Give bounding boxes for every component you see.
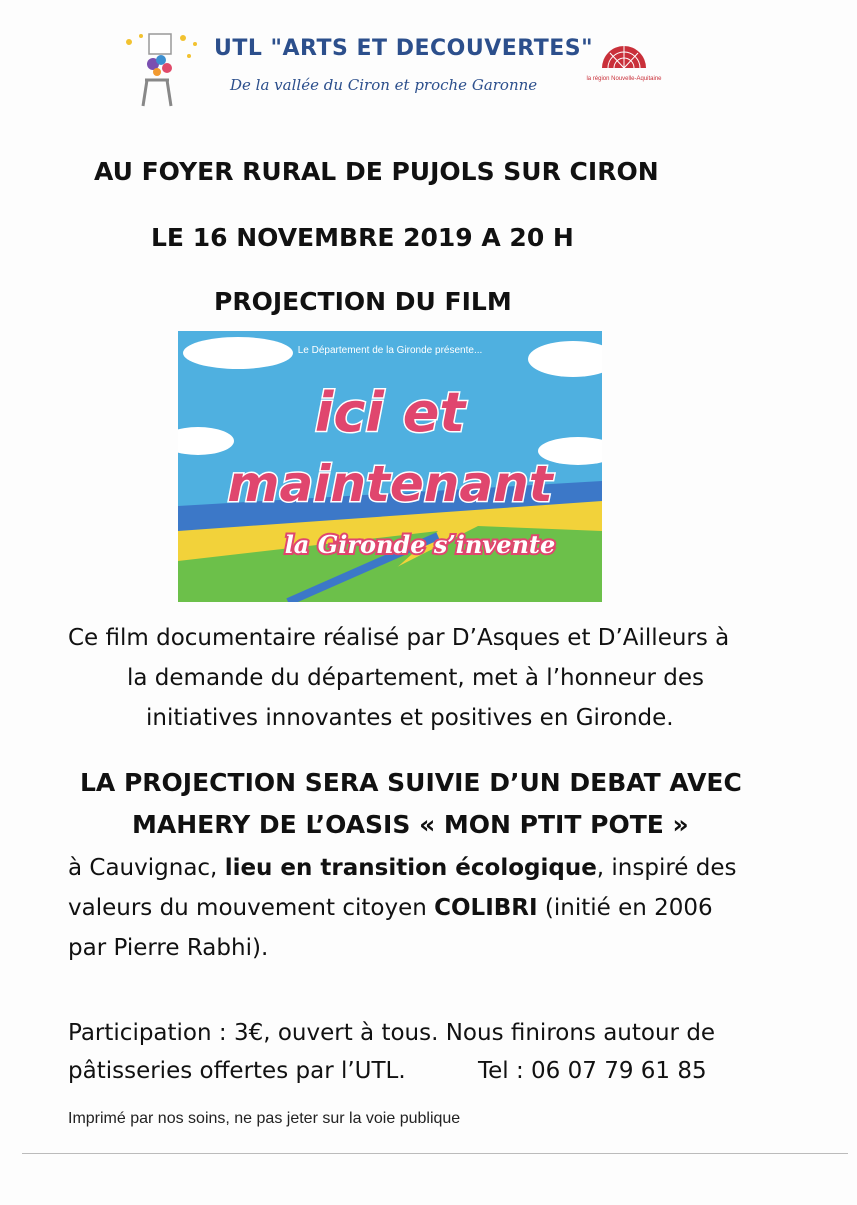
values-text-a: valeurs du mouvement citoyen (68, 895, 435, 921)
place-text-a: à Cauvignac, (68, 855, 225, 881)
poster-title-line2: maintenant (227, 455, 553, 513)
description-line-3: initiatives innovantes et positives en Gironde. (146, 705, 674, 731)
event-heading: PROJECTION DU FILM (214, 287, 512, 316)
participation-line-2: pâtisseries offertes par l’UTL. (68, 1058, 406, 1084)
utl-logo (123, 30, 213, 110)
region-logo-caption: la région Nouvelle-Aquitaine (586, 76, 662, 82)
debate-line-2: MAHERY DE L’OASIS « MON PTIT POTE » (132, 810, 689, 839)
telephone: Tel : 06 07 79 61 85 (478, 1058, 707, 1084)
film-poster (178, 331, 602, 602)
place-text-c: , inspiré des (596, 855, 737, 881)
organization-subtitle: De la vallée du Ciron et proche Garonne (230, 76, 538, 94)
values-line-end: par Pierre Rabhi). (68, 935, 269, 961)
poster-tagline: la Gironde s’invente (284, 530, 556, 559)
description-line-1: Ce film documentaire réalisé par D’Asques et D’Ailleurs à (68, 625, 730, 651)
description-line-2: la demande du département, met à l’honneur des (127, 665, 705, 691)
region-logo (578, 36, 670, 86)
footer-note: Imprimé par nos soins, ne pas jeter sur la voie publique (68, 1110, 461, 1127)
place-text-bold: lieu en transition écologique (224, 855, 597, 881)
poster-presenter: Le Département de la Gironde présente... (297, 345, 483, 356)
values-text-bold: COLIBRI (434, 895, 538, 921)
place-line (68, 848, 737, 888)
venue-heading: AU FOYER RURAL DE PUJOLS SUR CIRON (94, 157, 659, 186)
organization-title: UTL "ARTS ET DECOUVERTES" (214, 36, 594, 61)
values-line (68, 888, 713, 928)
bottom-divider (22, 1153, 848, 1154)
date-heading: LE 16 NOVEMBRE 2019 A 20 H (151, 223, 574, 252)
debate-line-1: LA PROJECTION SERA SUIVIE D’UN DEBAT AVEC (80, 768, 742, 797)
poster-title-line1: ici et (314, 381, 466, 444)
values-text-c: (initié en 2006 (537, 895, 713, 921)
participation-line-1: Participation : 3€, ouvert à tous. Nous finirons autour de (68, 1020, 716, 1046)
